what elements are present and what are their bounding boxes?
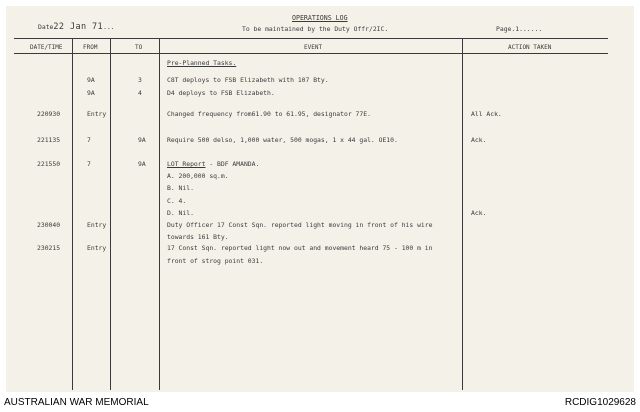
entry-from: 9A (87, 89, 95, 97)
date-value: 22 Jan 71 (53, 22, 104, 32)
column-header-event: EVENT (304, 44, 323, 51)
column-header-action: ACTION TAKEN (508, 44, 552, 51)
entry-event: 17 Const Sqn. reported light now out and movement heard 75 - 100 m in (167, 244, 433, 252)
entry-from: Entry (87, 221, 107, 229)
entry-from: 9A (87, 76, 95, 84)
entry-datetime: 221135 (37, 136, 61, 144)
entry-datetime: 230040 (37, 221, 61, 229)
entry-datetime: 220930 (37, 110, 61, 118)
column-header-to: TO (135, 44, 143, 51)
entry-event: C8T deploys to FSB Elizabeth with 107 Bty. (167, 76, 329, 84)
footer-left: AUSTRALIAN WAR MEMORIAL (4, 397, 149, 408)
entry-action: Ack. (471, 209, 487, 217)
entry-to: 4 (138, 89, 142, 97)
entry-event: front of strog point 031. (167, 257, 264, 265)
column-divider (110, 38, 111, 390)
entry-event: Duty Officer 17 Const Sqn. reported light moving in front of his wire (167, 221, 433, 229)
entry-datetime: 221550 (37, 160, 61, 168)
entry-to: 9A (138, 160, 146, 168)
entry-event: D. Nil. (167, 209, 194, 217)
entry-event: A. 200,000 sq.m. (167, 172, 229, 180)
entry-action: Ack. (471, 136, 487, 144)
entry-to: 9A (138, 136, 146, 144)
header-bottom-rule (14, 53, 608, 54)
entry-from: 7 (87, 160, 91, 168)
entry-event: LOT Report - BDF AMANDA. (167, 160, 260, 168)
header-top-rule (14, 38, 608, 39)
log-sheet (6, 6, 634, 392)
entry-from: Entry (87, 110, 107, 118)
entry-event: Changed frequency from61.90 to 61.95, designator 77E. (167, 110, 371, 118)
entry-event: D4 deploys to FSB Elizabeth. (167, 89, 275, 97)
page-title: OPERATIONS LOG (292, 14, 348, 22)
footer-right: RCDIG1029628 (564, 397, 636, 408)
entry-from: 7 (87, 136, 91, 144)
entry-event: C. 4. (167, 197, 187, 205)
page-subtitle: To be maintained by the Duty Offr/2IC. (242, 25, 389, 33)
column-header-from: FROM (83, 44, 98, 51)
column-divider (159, 38, 160, 390)
entry-action: All Ack. (471, 110, 502, 118)
entry-event: Pre-Planned Tasks. (167, 59, 237, 67)
entry-from: Entry (87, 244, 107, 252)
column-divider (462, 38, 463, 390)
date-field: Date22 Jan 71... (38, 22, 115, 32)
entry-event: B. Nil. (167, 184, 194, 192)
column-divider (72, 38, 73, 390)
entry-event: towards 161 Bty. (167, 233, 229, 241)
entry-event: Require 500 delso, 1,000 water, 500 mogas, 1 x 44 gal. OE10. (167, 136, 398, 144)
column-header-datetime: DATE/TIME (30, 44, 63, 51)
entry-datetime: 230215 (37, 244, 61, 252)
page-number: Page.1...... (496, 25, 543, 33)
entry-to: 3 (138, 76, 142, 84)
